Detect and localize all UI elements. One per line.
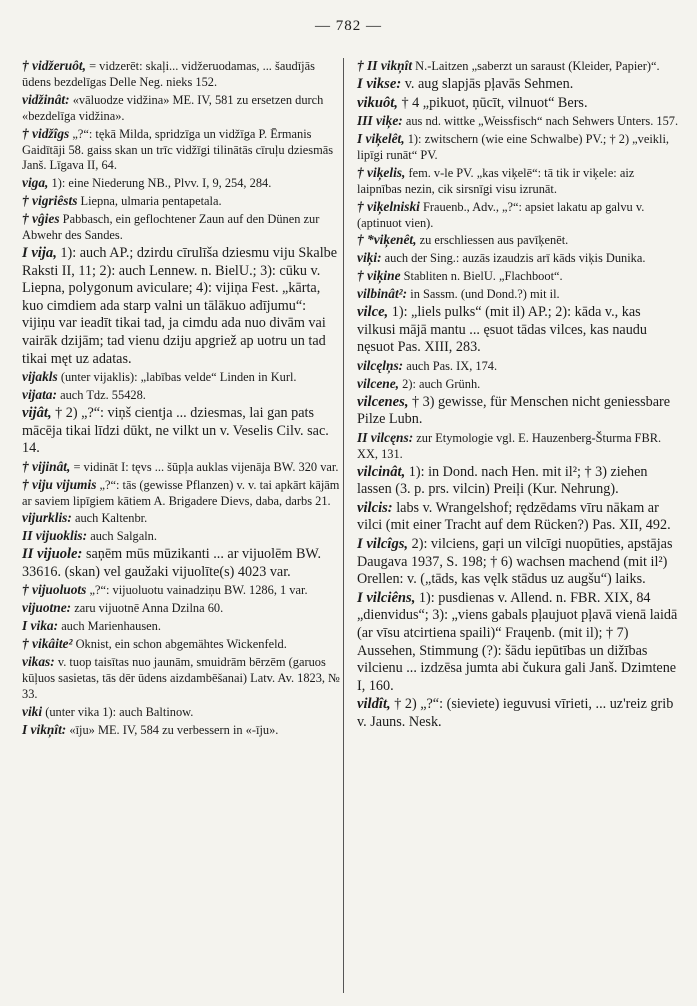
entry-text: v. aug slapjās pļavās Sehmen.	[404, 75, 574, 92]
dictionary-entry	[22, 546, 340, 581]
entry-headword: vilbinât²:	[357, 286, 408, 302]
entry-headword: vildît,	[357, 696, 391, 713]
dictionary-entry	[357, 76, 679, 94]
left-column	[22, 58, 340, 740]
dictionary-entry	[357, 430, 679, 463]
entry-headword: viga,	[22, 175, 49, 191]
entry-headword: I vika:	[22, 618, 59, 634]
dictionary-entry	[357, 500, 679, 535]
entry-headword: † vikâite²	[22, 636, 73, 652]
dictionary-entry	[22, 459, 340, 476]
entry-headword: I vilcîgs,	[357, 536, 409, 553]
entry-text: «vāluodze vidžina» ME. IV, 581 zu ersetzen durch «bezdelīga vidžina».	[22, 92, 324, 123]
entry-text: auch Kaltenbr.	[74, 511, 148, 526]
right-column	[357, 58, 679, 733]
entry-text: „?“: tękā Milda, spridzīga un vidžīga P. Ērmanis Gaidītāji 58. gaiss skan un trīc vidžīgi tilinātās cīruļu dziesmās Janš. Līgava II, 64.	[22, 126, 334, 173]
entry-text: auch Marienhausen.	[61, 619, 161, 634]
entry-headword: vikas:	[22, 654, 55, 670]
dictionary-entry	[357, 286, 679, 303]
entry-text: 1): in Dond. nach Hen. mit il²; † 3) ziehen lassen (3. p. prs. vilcin) Preiļi (Kur. Nehrung).	[357, 463, 648, 498]
dictionary-entry	[22, 510, 340, 527]
entry-headword: vilcinât,	[357, 463, 406, 480]
entry-headword: vijurklis:	[22, 510, 72, 526]
dictionary-entry	[357, 394, 679, 429]
entry-text: labs v. Wrangelshof; rędzēdams vīru nākam ar vilci (mit einer Tracht auf dem Rücken?) Pas. XII, 492.	[357, 499, 671, 534]
entry-headword: † vĝies	[22, 211, 60, 227]
entry-headword: I vija,	[22, 244, 57, 261]
entry-text: aus nd. wittke „Weissfisch“ nach Sehwers Unters. 157.	[405, 114, 679, 129]
dictionary-entry	[357, 464, 679, 499]
entry-text: saņēm mūs mūzikanti ... ar vijuolēm BW. 33616. (skan) vel gaužaki vijuolīte(s) 4023 var.	[22, 546, 322, 580]
entry-text: zur Etymologie vgl. E. Hauzenberg-Šturma FBR. XX, 131.	[357, 430, 662, 461]
entry-headword: I vikse:	[357, 75, 402, 92]
dictionary-entry	[357, 95, 679, 113]
entry-headword: † vidžîgs	[22, 125, 70, 141]
dictionary-entry	[22, 193, 340, 210]
entry-headword: † vidžeruôt,	[22, 58, 86, 73]
dictionary-entry	[22, 387, 340, 404]
dictionary-entry	[22, 245, 340, 368]
dictionary-entry	[22, 722, 340, 739]
entry-headword: vijata:	[22, 387, 57, 403]
page-number: — 782 —	[315, 18, 382, 34]
dictionary-entry	[357, 113, 679, 130]
dictionary-entry	[22, 477, 340, 510]
entry-headword: vilcęlņs:	[357, 357, 404, 373]
entry-text: (unter vijaklis): „labības velde“ Linden in Kurl.	[60, 370, 297, 385]
dictionary-entry	[22, 211, 340, 244]
entry-text: † 3) gewisse, für Menschen nicht geniessbare Pilze Lubn.	[357, 393, 671, 428]
entry-text: † 4 „pikuot, ņūcīt, vilnuot“ Bers.	[401, 94, 588, 111]
entry-headword: II vijuoklis:	[22, 528, 88, 544]
dictionary-entry	[22, 654, 340, 703]
dictionary-entry	[22, 528, 340, 545]
entry-text: = vidzerēt: skaļi... vidžeruodamas, ... šaudījās ūdens bezdelīgas Delle Neg. nieks 152.	[22, 59, 315, 89]
entry-headword: vidžinât:	[22, 91, 70, 107]
dictionary-entry	[357, 304, 679, 357]
entry-headword: vijât,	[22, 404, 52, 421]
dictionary-entry	[22, 92, 340, 125]
entry-headword: vilcene,	[357, 375, 400, 391]
entry-text: 2): auch Grünh.	[402, 376, 481, 391]
entry-text: auch Salgaln.	[90, 529, 157, 544]
dictionary-entry	[357, 590, 679, 696]
entry-text: 1): eine Niederung NB., Plvv. I, 9, 254, 284.	[51, 176, 272, 191]
entry-text: 1): zwitschern (wie eine Schwalbe) PV.; † 2) „veikli, lipīgi runāt“ PV.	[357, 132, 669, 162]
entry-headword: † vijuoluots	[22, 582, 87, 598]
entry-headword: viki	[22, 703, 43, 719]
entry-text: v. tuop taisītas nuo jaunām, smuidrām bērzēm (garuos kūļuos sasietas, tās dēr ūdens aizdambēšanai) Latv. Av. 1823, № 33.	[22, 655, 340, 701]
entry-text: zaru vijuotnē Anna Dzilna 60.	[74, 601, 224, 616]
dictionary-entry	[357, 58, 679, 75]
dictionary-entry	[22, 126, 340, 175]
dictionary-entry	[22, 704, 340, 721]
entry-text: «īju» ME. IV, 584 zu verbessern in «-īju».	[69, 722, 279, 737]
entry-headword: vilce,	[357, 304, 389, 321]
dictionary-entry	[22, 175, 340, 192]
entry-text: fem. v-le PV. „kas viķelē“: tā tik ir viķele: aiz laipnības nezin, cik sirsnīgi visu izrunāt.	[357, 165, 635, 196]
entry-text: Stabliten n. BielU. „Flachboot“.	[403, 269, 563, 284]
dictionary-entry	[357, 250, 679, 267]
column-divider	[343, 58, 344, 993]
entry-text: N.-Laitzen „saberzt un saraust (Kleider, Papier)“.	[415, 59, 660, 73]
entry-text: zu erschliessen aus pavīķenēt.	[419, 233, 569, 248]
entry-headword: III viķe:	[357, 113, 403, 129]
entry-headword: † II vikņît	[357, 58, 413, 73]
entry-headword: vilcenes,	[357, 393, 409, 410]
entry-headword: vijuotne:	[22, 600, 72, 616]
entry-headword: II vijuole:	[22, 546, 83, 563]
entry-text: 1): auch AP.; dzirdu cīrulīša dziesmu viju Skalbe Raksti II, 11; 2): auch Lennew. n. BielU.; 3): cūku v. Liepna, polygonum aviculare; 4): vijiņa Fest. „kārta, kuo cimdiem ada starp valni un tālākuo adījumu“: vijiņu var ieadīt tikai tad, ja cimdu ada nuo divām vai vairāk dzijām; tad vienu dziju apgriež ap uotru un tad tikai męt uz adatas.	[22, 244, 338, 367]
entry-text: Liepna, ulmaria pentapetala.	[80, 194, 222, 209]
entry-text: (unter vika 1): auch Baltinow.	[45, 704, 194, 719]
dictionary-entry	[22, 369, 340, 386]
dictionary-entry	[357, 232, 679, 249]
dictionary-entry	[357, 131, 679, 164]
dictionary-entry	[357, 165, 679, 198]
dictionary-entry	[357, 536, 679, 589]
entry-headword: † vijinât,	[22, 458, 71, 474]
dictionary-entry	[357, 696, 679, 731]
entry-headword: † viķelniski	[357, 198, 420, 214]
entry-text: † 2) „?“: (sieviete) ieguvusi vīrieti, ... uz'reiz grib v. Jauns. Nesk.	[357, 696, 674, 730]
entry-headword: II vilcęns:	[357, 429, 414, 445]
entry-text: 1): pusdienas v. Allend. n. FBR. XIX, 84 „dienvidus“; 3): „viens gabals pļaujuot pļavā vienā laidā (ar vīsu atcirtiena spaili)“ Fraųenb. (mit il); † 7) Aussehen, Stimmung (?): šādu iepūtības un dižības vilcienu ... izdzēsa jumta abi čukura gali Janš. Dzimtene I, 160.	[357, 589, 678, 694]
dictionary-entry	[22, 582, 340, 599]
dictionary-entry	[357, 358, 679, 375]
entry-headword: I vikņît:	[22, 721, 67, 737]
entry-headword: vijakls	[22, 369, 58, 385]
entry-headword: † viju vijumis	[22, 476, 97, 492]
dictionary-entry	[357, 199, 679, 232]
entry-headword: vilcis:	[357, 499, 393, 516]
entry-text: 2): vilciens, gaŗi un vilcīgi nuopūties, apstājas Daugava 1937, S. 198; † 6) wachsen machend (mit il²) Orellen: v. („tāds, kas vęlk stādus uz augšu“) laiks.	[357, 536, 673, 588]
dictionary-entry	[22, 58, 340, 91]
dictionary-entry	[357, 268, 679, 285]
dictionary-entry	[22, 636, 340, 653]
entry-text: „?“: vijuoluotu vainadziņu BW. 1286, 1 var.	[89, 583, 308, 598]
entry-headword: viķi:	[357, 250, 382, 266]
entry-text: Oknist, ein schon abgemähtes Wickenfeld.	[75, 637, 287, 652]
entry-headword: † viķine	[357, 268, 401, 284]
entry-text: in Sassm. (und Dond.?) mit il.	[410, 287, 560, 302]
entry-text: Frauenb., Adv., „?“: apsiet lakatu ap galvu v. (aptinuot vien).	[357, 199, 645, 230]
dictionary-entry	[22, 405, 340, 458]
entry-text: = vidināt I: tęvs ... šūpļa auklas vijenāja BW. 320 var.	[73, 459, 339, 474]
entry-headword: † *viķenêt,	[357, 232, 417, 248]
entry-text: 1): „liels pulks“ (mit il) AP.; 2): kāda v., kas vilkusi mājā mantu ... ęsuot tādas vilces, kas naudu nęsuot Pas. XIII, 283.	[357, 304, 647, 356]
entry-headword: † viķelis,	[357, 164, 406, 180]
dictionary-entry	[22, 600, 340, 617]
entry-text: † 2) „?“: viņš cientja ... dziesmas, lai gan pats mācēja tikai līdzi dūkt, ne vilkt un v. Veselis Cilv. sac. 14.	[22, 404, 329, 457]
entry-headword: I viķelêt,	[357, 131, 405, 146]
entry-headword: I vilciêns,	[357, 589, 416, 606]
entry-text: auch Tdz. 55428.	[60, 388, 146, 403]
entry-text: „?“: tās (gewisse Pflanzen) v. v. tai apkārt kājām ar saviem lipīgiem kātiem A. Brigadere Dievs, daba, darbs 21.	[22, 477, 340, 508]
dictionary-entry	[357, 376, 679, 393]
entry-text: auch der Sing.: auzās izaudzis arī kāds viķis Dunika.	[384, 251, 646, 266]
entry-headword: vikuôt,	[357, 94, 398, 111]
dictionary-entry	[22, 618, 340, 635]
entry-text: Pabbasch, ein geflochtener Zaun auf den Dünen zur Abwehr des Sandes.	[22, 212, 320, 243]
entry-text: auch Pas. IX, 174.	[406, 358, 498, 373]
entry-headword: † vigriêsts	[22, 193, 78, 209]
